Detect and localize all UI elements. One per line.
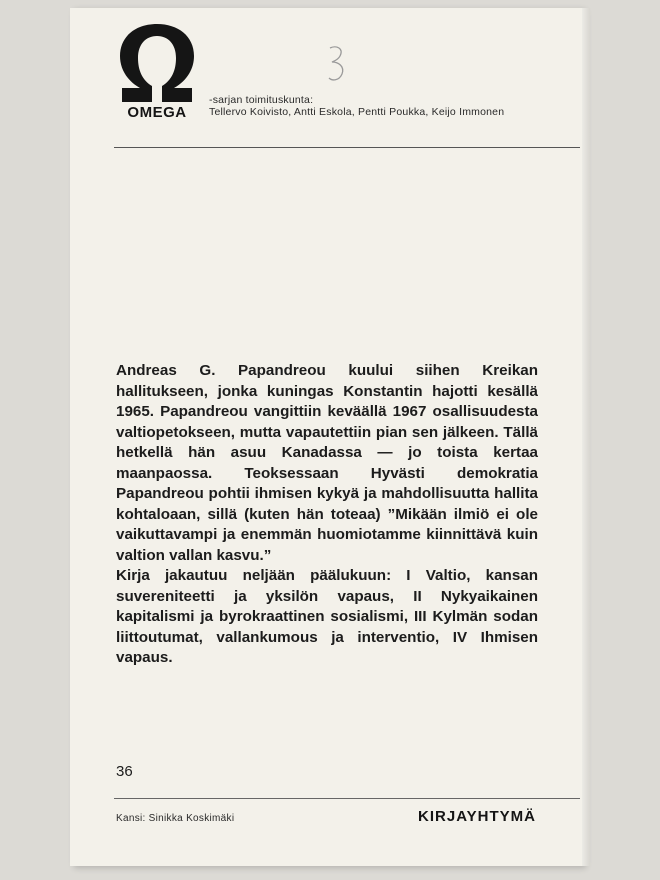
series-number: 36 (116, 763, 133, 780)
description-paragraph-2: Kirja jakautuu neljään päälukuun: I Valtio, kansan suvereniteetti ja yksilön vapaus, II Nykyaikainen kapitalismi ja byrokraattinen sosialismi, III Kylmän sodan liittoutumat, vallankumous ja interventio, IV Ihmisen vapaus. (116, 567, 538, 666)
series-editors-heading: -sarjan toimituskunta: (209, 94, 314, 106)
cover-credit: Kansi: Sinikka Koskimäki (116, 813, 235, 824)
handwritten-mark (326, 44, 348, 84)
publisher-name: KIRJAYHTYMÄ (418, 808, 536, 825)
bottom-divider (114, 798, 580, 799)
logo-name: OMEGA (127, 104, 187, 121)
top-divider (114, 147, 580, 148)
series-editors (209, 94, 504, 118)
series-editors-names: Tellervo Koivisto, Antti Eskola, Pentti Poukka, Keijo Immonen (209, 106, 505, 118)
book-back-cover (70, 8, 582, 866)
description-paragraph-1: Andreas G. Papandreou kuului siihen Kreikan hallitukseen, jonka kuningas Konstantin hajotti kesällä 1965. Papandreou vangittiin keväällä 1967 osallisuudesta valtiopetokseen, mutta vapautettiin pian sen jälkeen. Tällä hetkellä hän asuu Kanadassa — jo toista kertaa maanpaossa. Teoksessaan Hyvästi demokratia Papandreou pohtii ihmisen kykyä ja mahdollisuutta hallita kohtaloaan, sillä (kuten hän toteaa) ”Mikään ilmiö ei ole vaikuttavampi ja enemmän huomiotamme kiinnittävä kuin valtion vallan kasvu.” (116, 362, 538, 564)
book-description (116, 361, 538, 669)
omega-logo-icon (118, 22, 196, 104)
omega-logo (114, 22, 200, 121)
